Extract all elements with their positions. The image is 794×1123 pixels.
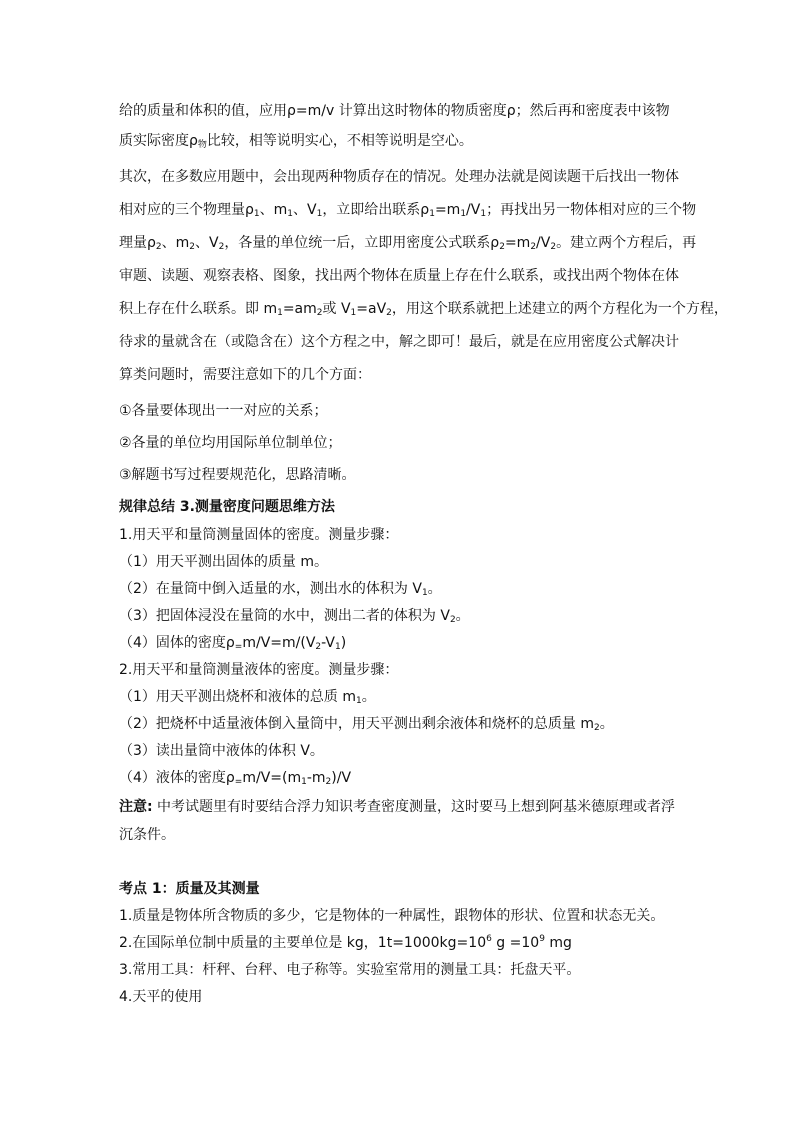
text-run: 积上存在什么联系。即 m: [119, 301, 278, 317]
text-run: （1）用天平测出固体的质量 m。: [119, 554, 328, 570]
text-run: -V: [321, 635, 335, 651]
subscript: =: [234, 642, 243, 652]
paragraph2-line3: [119, 234, 697, 252]
subscript: 1: [253, 209, 260, 219]
kaodian1-item2: [119, 934, 679, 952]
rule3-heading: 规律总结 3.测量密度问题思维方法: [119, 499, 335, 515]
subscript: 2: [315, 642, 322, 652]
subscript: 2: [325, 777, 332, 787]
note-text: 中考试题里有时要结合浮力知识考查密度测量，这时要马上想到阿基米德原理或者浮: [152, 799, 676, 815]
text-run: m/V=m/(V: [242, 635, 316, 651]
superscript: 6: [486, 934, 492, 944]
text-run: -m: [306, 770, 326, 786]
text-run: 。建立两个方程后，再: [556, 235, 697, 251]
text-run: =am: [282, 301, 317, 317]
paragraph2-line1: 其次，在多数应用题中，会出现两种物质存在的情况。处理办法就是阅读题干后找出一物体: [119, 169, 679, 185]
note-line1: [119, 798, 679, 816]
text-run: 或 V: [322, 301, 351, 317]
subscript: 2: [499, 242, 505, 252]
point-item: ②各量的单位均用国际单位制单位；: [119, 435, 342, 451]
subscript: 2: [449, 615, 456, 625]
subscript: 2: [155, 242, 162, 252]
text-run: 理量ρ: [119, 235, 156, 251]
text-run: （1）用天平测出烧杯和液体的总质 m: [119, 689, 356, 705]
note-label: 注意:: [119, 799, 153, 815]
subscript: =: [234, 777, 243, 787]
liquid-step-4: [119, 769, 679, 787]
text-run: （2）把烧杯中适量液体倒入量筒中，用天平测出剩余液体和烧杯的总质量 m: [119, 716, 594, 732]
subscript: 1: [429, 209, 435, 219]
liquid-step-3: [119, 742, 679, 760]
paragraph1-line2: [119, 132, 679, 150]
text-run: 、m: [259, 202, 288, 218]
subscript: 1: [301, 777, 307, 787]
paragraph2-line5: [119, 300, 728, 318]
subscript: 1: [421, 588, 428, 598]
paragraph2-line7: 算类问题时，需要注意如下的几个方面：: [119, 367, 371, 383]
kaodian1-heading: 考点 1：质量及其测量: [119, 881, 260, 897]
text-run: )/V: [331, 770, 352, 786]
liquid-step-2: [119, 715, 679, 733]
text-run: 、m: [161, 235, 190, 251]
text-run: （2）在量筒中倒入适量的水，测出水的体积为 V: [119, 581, 422, 597]
text-run: ，立即给出联系ρ: [322, 202, 430, 218]
subscript: 1: [356, 696, 362, 706]
paragraph1-line1: 给的质量和体积的值，应用ρ=m/v 计算出这时物体的物质密度ρ；然后再和密度表中该物: [119, 103, 670, 119]
kaodian1-item4: 4.天平的使用: [119, 989, 203, 1005]
text-run: =m: [434, 202, 461, 218]
subscript: 物: [197, 140, 207, 150]
solid-step-4: [119, 634, 679, 652]
subscript: 2: [218, 242, 225, 252]
text-run: =m: [504, 235, 531, 251]
text-run: mg: [544, 935, 572, 951]
text-run: 、V: [293, 202, 317, 218]
text-run: ；再找出另一物体相对应的三个物: [486, 202, 697, 218]
solid-method-title: 1.用天平和量筒测量固体的密度。测量步骤：: [119, 527, 399, 543]
solid-step-2: [119, 580, 679, 598]
text-run: 。: [455, 608, 470, 624]
text-run: 质实际密度ρ: [119, 133, 198, 149]
text-run: /V: [536, 235, 551, 251]
note-line2: 沉条件。: [119, 827, 175, 843]
text-run: 比较，相等说明实心，不相等说明是空心。: [206, 133, 473, 149]
subscript: 2: [594, 723, 600, 733]
kaodian1-item1: 1.质量是物体所含物质的多少，它是物体的一种属性，跟物体的形状、位置和状态无关。: [119, 908, 665, 924]
subscript: 1: [350, 308, 357, 318]
subscript: 1: [334, 642, 341, 652]
text-run: （4）固体的密度ρ: [119, 635, 235, 651]
subscript: 2: [550, 242, 557, 252]
text-run: 相对应的三个物理量ρ: [119, 202, 254, 218]
paragraph2-line4: 审题、读题、观察表格、图象，找出两个物体在质量上存在什么联系，或找出两个物体在体: [119, 268, 679, 284]
text-run: （4）液体的密度ρ: [119, 770, 235, 786]
subscript: 1: [287, 209, 293, 219]
text-run: =aV: [356, 301, 387, 317]
text-run: ，用这个联系就把上述建立的两个方程化为一个方程，: [391, 301, 728, 317]
text-run: g =10: [491, 935, 540, 951]
text-run: （3）把固体浸没在量筒的水中，测出二者的体积为 V: [119, 608, 450, 624]
text-run: 。: [361, 689, 376, 705]
point-item: ①各量要体现出一一对应的关系；: [119, 403, 328, 419]
subscript: 1: [480, 209, 487, 219]
solid-step-1: [119, 553, 679, 571]
superscript: 9: [539, 934, 545, 944]
text-run: 。: [599, 716, 614, 732]
point-item: ③解题书写过程要规范化，思路清晰。: [119, 467, 356, 483]
solid-step-3: [119, 607, 679, 625]
kaodian1-item3: 3.常用工具：杆秤、台秤、电子称等。实验室常用的测量工具：托盘天平。: [119, 962, 581, 978]
text-run: /V: [466, 202, 481, 218]
text-run: （3）读出量筒中液体的体积 V。: [119, 743, 324, 759]
liquid-method-title: 2.用天平和量筒测量液体的密度。测量步骤：: [119, 662, 399, 678]
liquid-step-1: [119, 688, 679, 706]
subscript: 1: [316, 209, 323, 219]
subscript: 2: [316, 308, 323, 318]
subscript: 2: [530, 242, 537, 252]
text-run: 2.在国际单位制中质量的主要单位是 kg，1t=1000kg=10: [119, 935, 487, 951]
text-run: ，各量的单位统一后，立即用密度公式联系ρ: [224, 235, 500, 251]
subscript: 1: [460, 209, 467, 219]
text-run: 。: [427, 581, 442, 597]
text-run: ): [340, 635, 347, 651]
paragraph2-line6: 待求的量就含在（或隐含在）这个方程之中，解之即可！最后，就是在应用密度公式解决计: [119, 334, 679, 350]
paragraph2-line2: [119, 201, 697, 219]
text-run: 、V: [195, 235, 219, 251]
subscript: 1: [277, 308, 283, 318]
subscript: 2: [189, 242, 195, 252]
text-run: m/V=(m: [242, 770, 302, 786]
subscript: 2: [386, 308, 392, 318]
